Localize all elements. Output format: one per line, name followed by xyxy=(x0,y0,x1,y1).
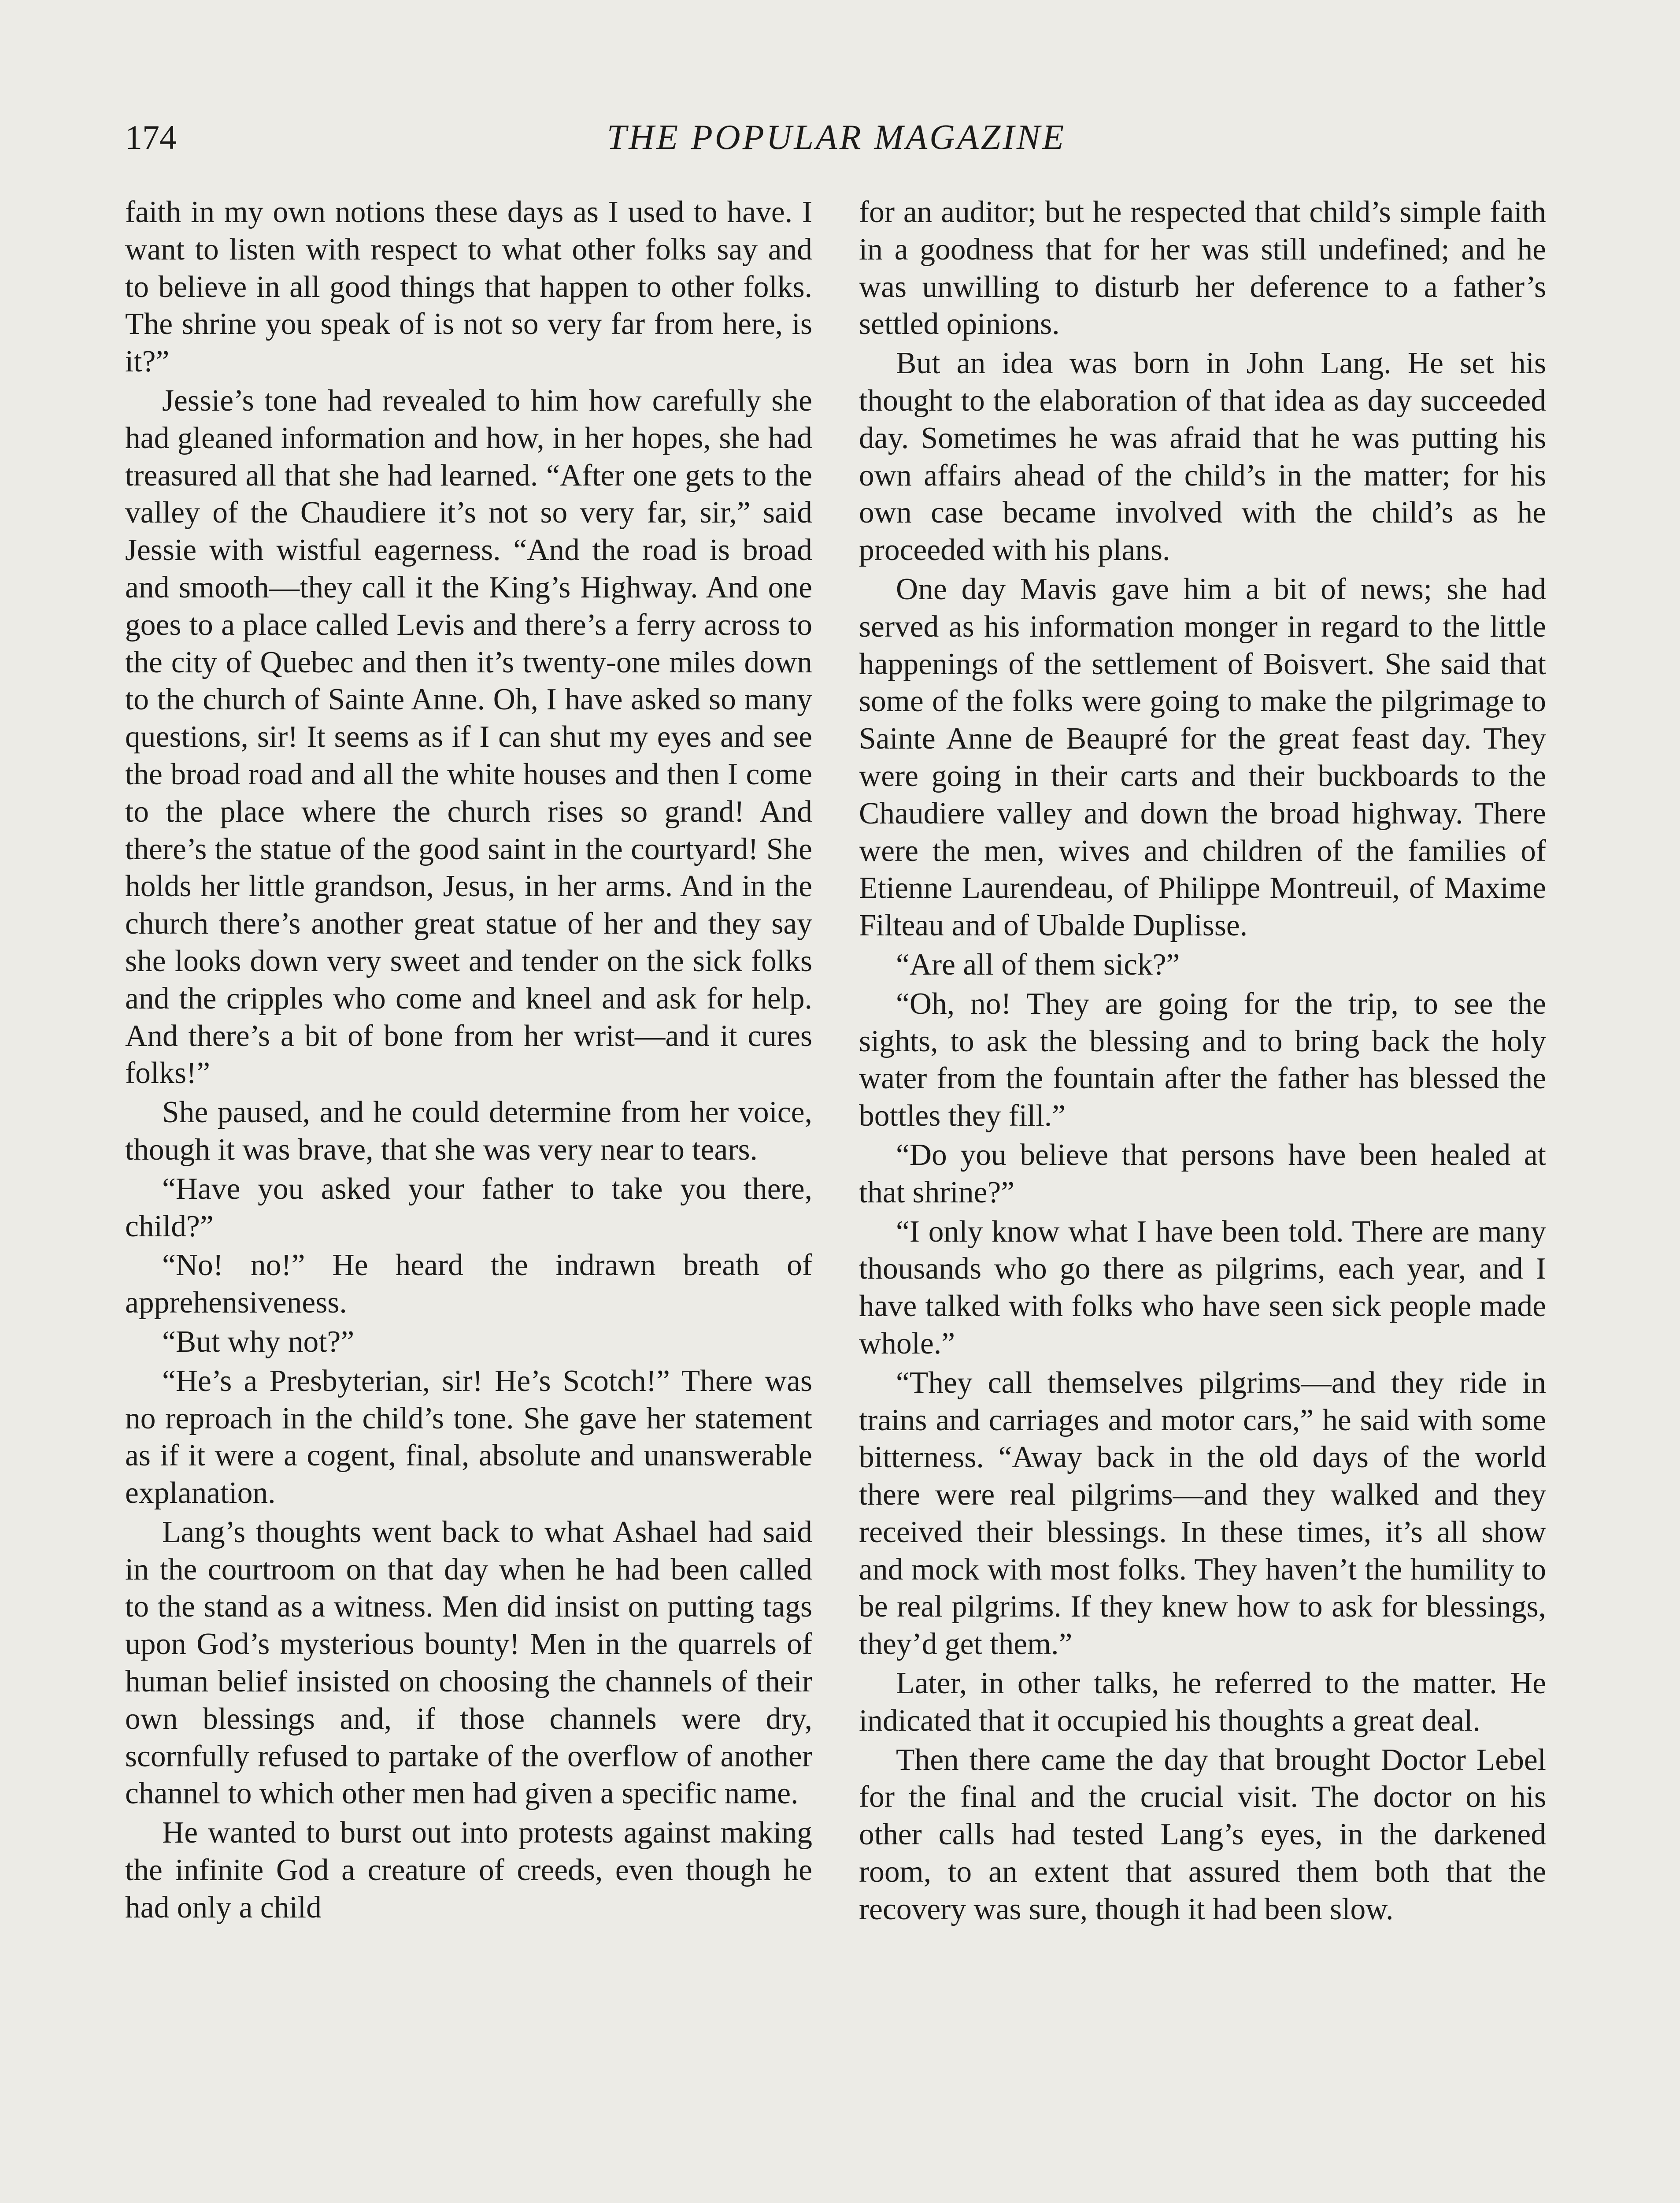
page-header xyxy=(125,115,1548,159)
paragraph: Then there came the day that brought Doctor Lebel for the final and the crucial visit. The doctor on his other calls had tested Lang’s eyes, in the darkened room, to an extent that assured them both that the recovery was sure, though it had been slow. xyxy=(859,1743,1546,1926)
paragraph: Later, in other talks, he referred to the matter. He indicated that it occupied his thoughts a great deal. xyxy=(859,1666,1546,1738)
paragraph: Jessie’s tone had revealed to him how carefully she had gleaned information and how, in her hopes, she had treasured all that she had learned. “After one gets to the valley of the Chaudiere it’s not so very far, sir,” said Jessie with wistful eagerness. “And the road is broad and smooth—they call it the King’s Highway. And one goes to a place called Levis and there’s a ferry across to the city of Quebec and then it’s twenty-one miles down to the church of Sainte Anne. Oh, I have asked so many questions, sir! It seems as if I can shut my eyes and see the broad road and all the white houses and then I come to the place where the church rises so grand! And there’s the statue of the good saint in the courtyard! She holds her little grandson, Jesus, in her arms. And in the church there’s another great statue of her and they say she looks down very sweet and tender on the sick folks and the cripples who come and kneel and ask for help. And there’s a bit of bone from her wrist—and it cures folks!” xyxy=(125,383,812,1090)
paragraph: She paused, and he could determine from her voice, though it was brave, that she was very near to tears. xyxy=(125,1095,812,1167)
paragraph: Lang’s thoughts went back to what Ashael had said in the courtroom on that day when he had been called to the stand as a witness. Men did insist on putting tags upon God’s mysterious bounty! Men in the quarrels of human belief insisted on choosing the channels of their own blessings and, if those channels were dry, scornfully refused to partake of the overflow of another channel to which other men had given a specific name. xyxy=(125,1515,812,1811)
paragraph: “He’s a Presbyterian, sir! He’s Scotch!” There was no reproach in the child’s tone. She gave her statement as if it were a cogent, final, absolute and unanswerable explanation. xyxy=(125,1364,812,1510)
paragraph: faith in my own notions these days as I used to have. I want to listen with respect to what other folks say and to believe in all good things that happen to other folks. The shrine you speak of is not so very far from here, is it?” xyxy=(125,195,812,379)
paragraph: “Are all of them sick?” xyxy=(896,947,1180,982)
page-number: 174 xyxy=(125,118,177,156)
paragraph: “They call themselves pilgrims—and they ride in trains and carriages and motor cars,” he said with some bitterness. “Away back in the old days of the world there were real pilgrims—and they walked and they received their blessings. In these times, it’s all show and mock with most folks. They haven’t the humility to be real pilgrims. If they knew how to ask for blessings, they’d get them.” xyxy=(859,1365,1546,1662)
paragraph: He wanted to burst out into protests against making the infinite God a creature of creeds, even though he had only a child xyxy=(125,1816,812,1925)
running-title: THE POPULAR MAGAZINE xyxy=(607,118,1066,157)
paragraph: “No! no!” He heard the indrawn breath of apprehensiveness. xyxy=(125,1248,812,1320)
paragraph: “Do you believe that persons have been healed at that shrine?” xyxy=(859,1138,1546,1209)
paragraph: “Oh, no! They are going for the trip, to see the sights, to ask the blessing and to bring back the holy water from the fountain after the father has blessed the bottles they fill.” xyxy=(859,987,1546,1133)
paragraph: “Have you asked your father to take you there, child?” xyxy=(125,1172,812,1243)
right-column xyxy=(859,194,1546,1929)
paragraph: for an auditor; but he respected that child’s simple faith in a goodness that for her was still undefined; and he was unwilling to disturb her deference to a father’s settled opinions. xyxy=(859,195,1546,341)
paragraph: One day Mavis gave him a bit of news; she had served as his information monger in regard to the little happenings of the settlement of Boisvert. She said that some of the folks were going to make the pilgrimage to Sainte Anne de Beaupré for the great feast day. They were going in their carts and their buckboards to the Chaudiere valley and down the broad highway. There were the men, wives and children of the families of Etienne Laurendeau, of Philippe Montreuil, of Maxime Filteau and of Ubalde Duplisse. xyxy=(859,572,1546,943)
paragraph: “I only know what I have been told. There are many thousands who go there as pilgrims, each year, and I have talked with folks who have seen sick people made whole.” xyxy=(859,1214,1546,1361)
paragraph: But an idea was born in John Lang. He set his thought to the elaboration of that idea as day succeeded day. Sometimes he was afraid that he was putting his own affairs ahead of the child’s in the matter; for his own case became involved with the child’s as he proceeded with his plans. xyxy=(859,346,1546,567)
left-column xyxy=(125,194,812,1927)
paragraph: “But why not?” xyxy=(162,1324,355,1359)
